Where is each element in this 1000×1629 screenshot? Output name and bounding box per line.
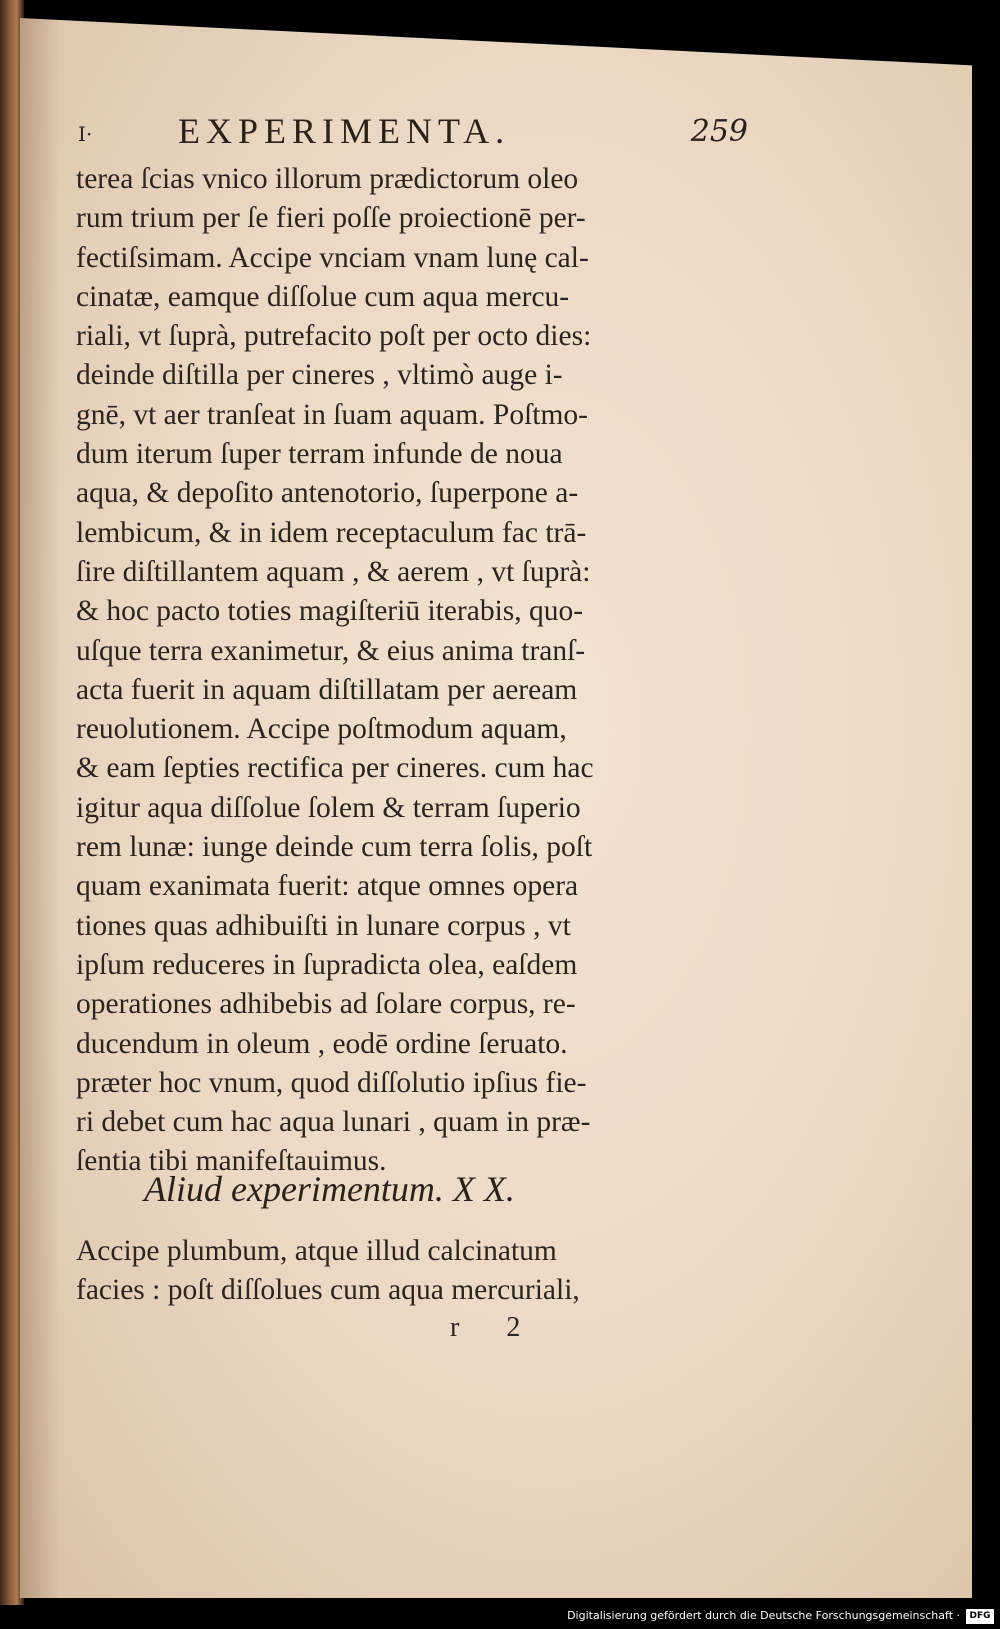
second-paragraph	[76, 1232, 716, 1311]
text-line: deinde diſtilla per cineres , vltimò auge i-	[76, 359, 563, 392]
text-line: dum iterum ſuper terram infunde de noua	[76, 438, 563, 471]
page-header	[78, 110, 748, 160]
text-line: aqua, & depoſito antenotorio, ſuperpone a-	[76, 477, 579, 510]
text-line: lembicum, & in idem receptaculum fac trā-	[76, 516, 587, 549]
text-line: terea ſcias vnico illorum prædictorum oleo	[76, 163, 579, 195]
page-number: 259	[690, 114, 748, 149]
text-line: uſque terra exanimetur, & eius anima tranſ-	[76, 634, 586, 667]
funding-credit: Digitalisierung gefördert durch die Deutsche Forschungsgemeinschaft ·	[567, 1609, 960, 1622]
text-line: & eam ſepties rectifica per cineres. cum hac	[76, 752, 594, 785]
text-line: ſentia tibi manifeſtauimus.	[76, 1145, 387, 1178]
text-line: Accipe plumbum, atque illud calcinatum	[76, 1235, 557, 1267]
text-line: ſire diſtillantem aquam , & aerem , vt ſuprà:	[76, 555, 591, 588]
text-line: operationes adhibebis ad ſolare corpus, re-	[76, 988, 576, 1021]
text-line: quam exanimata fuerit: atque omnes opera	[76, 870, 579, 903]
text-line: reuolutionem. Accipe poſtmodum aquam,	[76, 713, 567, 746]
signature-mark: r 2	[450, 1312, 541, 1343]
main-paragraph	[76, 160, 716, 1182]
section-heading: Aliud experimentum. X X.	[144, 1169, 515, 1209]
digitization-footer	[0, 1605, 1000, 1629]
text-line: gnē, vt aer tranſeat in ſuam aquam. Poſtmo-	[76, 398, 589, 431]
text-line: tiones quas adhibuiſti in lunare corpus , vt	[76, 909, 571, 942]
text-line: rem lunæ: iunge deinde cum terra ſolis, poſt	[76, 831, 593, 864]
text-line: acta fuerit in aquam diſtillatam per aeream	[76, 673, 578, 706]
text-line: & hoc pacto toties magiſteriū iterabis, quo-	[76, 595, 584, 628]
text-line: igitur aqua diſſolue ſolem & terram ſuperio	[76, 791, 581, 824]
text-line: ri debet cum hac aqua lunari , quam in præ-	[76, 1106, 591, 1139]
text-line: fectiſsimam. Accipe vnciam vnam lunę cal-	[76, 241, 589, 274]
text-line: ipſum reduceres in ſupradicta olea, eaſdem	[76, 948, 578, 981]
text-line: præter hoc vnum, quod diſſolutio ipſius fie-	[76, 1066, 587, 1099]
running-title: EXPERIMENTA.	[178, 111, 511, 151]
text-line: rum trium per ſe fieri poſſe proiectionē per-	[76, 202, 586, 235]
header-mark: I·	[78, 122, 93, 146]
text-line: facies : poſt diſſolues cum aqua mercuriali,	[76, 1274, 580, 1307]
text-line: cinatæ, eamque diſſolue cum aqua mercu-	[76, 280, 570, 313]
text-line: riali, vt ſuprà, putrefacito poſt per octo dies:	[76, 320, 592, 353]
dfg-logo: DFG	[966, 1609, 994, 1624]
text-line: ducendum in oleum , eodē ordine ſeruato.	[76, 1027, 568, 1060]
